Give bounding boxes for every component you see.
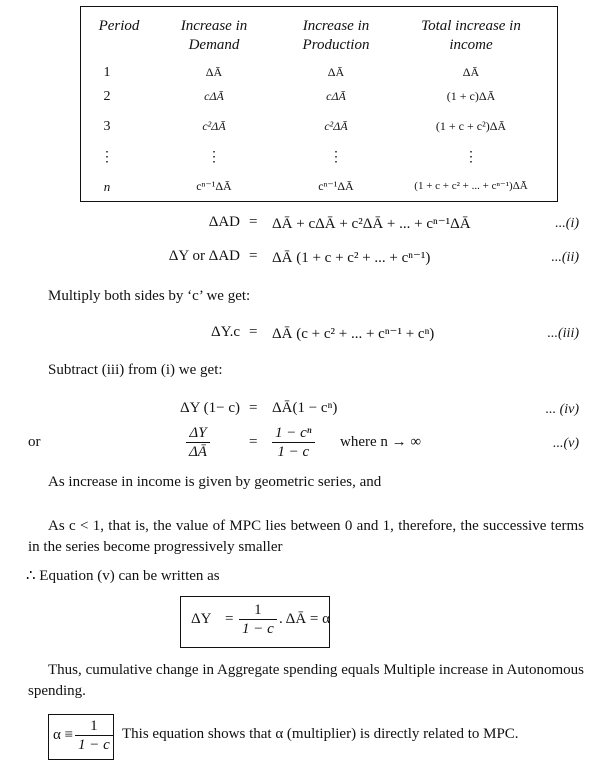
header-period: Period bbox=[98, 18, 140, 34]
eq2-tag: ...(ii) bbox=[551, 250, 579, 265]
eq3-lhs: ΔY.c bbox=[211, 324, 240, 340]
eq5-tag: ...(v) bbox=[552, 436, 579, 451]
table-cell: (1 + c + c² + ... + cⁿ⁻¹)ΔĀ bbox=[414, 180, 528, 192]
boxed-num: 1 bbox=[239, 601, 277, 620]
table-cell: ⋮ bbox=[100, 150, 114, 165]
table-cell: cΔĀ bbox=[204, 89, 224, 103]
header-total-increase: Total increase in income bbox=[421, 18, 521, 53]
alpha-lhs: α ≡ bbox=[53, 727, 74, 743]
table-cell: ΔĀ bbox=[327, 65, 345, 79]
text-multiply: Multiply both sides by ‘c’ we get: bbox=[48, 288, 251, 304]
table-cell: (1 + c + c²)ΔĀ bbox=[435, 119, 507, 133]
table-cell: (1 + c)ΔĀ bbox=[446, 89, 496, 103]
eq5-condition: where n → ∞ bbox=[340, 434, 422, 450]
text-mpc: As c < 1, that is, the value of MPC lies between 0 and 1, therefore, the successive terms in the series become progressively smaller bbox=[28, 518, 584, 555]
eq1-tag: ...(i) bbox=[555, 216, 579, 231]
boxed-lhs: ΔY bbox=[191, 611, 212, 627]
boxed-den: 1 − c bbox=[242, 621, 274, 637]
boxed-equation: ΔY = $\frac{1}{1 - c}$ . ΔĀ = α bbox=[180, 596, 330, 648]
eq5-lhs-den: ΔĀ bbox=[189, 444, 207, 460]
header-increase-demand: Increase in Demand bbox=[180, 18, 248, 53]
text-therefore: ∴ Equation (v) can be written as bbox=[26, 568, 220, 584]
eq1-rhs: ΔĀ + cΔĀ + c²ΔĀ + ... + cⁿ⁻¹ΔĀ bbox=[272, 216, 471, 232]
eq5-rhs-fraction bbox=[272, 424, 315, 461]
table-cell: ⋮ bbox=[329, 150, 343, 165]
table-cell: 1 bbox=[103, 65, 111, 80]
eq2-rhs: ΔĀ (1 + c + c² + ... + cⁿ⁻¹) bbox=[272, 250, 431, 266]
text-subtract: Subtract (iii) from (i) we get: bbox=[48, 362, 223, 378]
eq5-lhs-fraction bbox=[186, 424, 210, 461]
table-cell: n bbox=[103, 179, 111, 194]
eq4-lhs: ΔY (1− c) bbox=[179, 400, 240, 416]
eq3-rhs: ΔĀ (c + c² + ... + cⁿ⁻¹ + cⁿ) bbox=[272, 326, 435, 342]
alpha-den: 1 − c bbox=[78, 737, 110, 753]
eq4-rhs: ΔĀ(1 − cⁿ) bbox=[272, 400, 338, 416]
table-cell: ΔĀ bbox=[205, 65, 223, 79]
alpha-num: 1 bbox=[75, 717, 113, 736]
boxed-rest: . ΔĀ = α bbox=[279, 611, 330, 627]
table-cell: c²ΔĀ bbox=[324, 119, 348, 133]
eq5-rhs-num: 1 − cⁿ bbox=[272, 424, 315, 443]
text-cumulative: Thus, cumulative change in Aggregate spending equals Multiple increase in Autonomous spending. bbox=[28, 662, 584, 699]
table-cell: c²ΔĀ bbox=[202, 119, 226, 133]
table-cell: ⋮ bbox=[207, 150, 221, 165]
eq2-lhs: ΔY or ΔAD bbox=[168, 248, 240, 264]
header-increase-production: Increase in Production bbox=[302, 18, 370, 53]
table-cell: 3 bbox=[103, 119, 111, 134]
period-table bbox=[80, 6, 558, 202]
table-cell: ⋮ bbox=[464, 150, 478, 165]
eq1-lhs: ΔAD bbox=[208, 214, 240, 230]
text-geometric: As increase in income is given by geometric series, and bbox=[48, 474, 382, 490]
or-label: or bbox=[28, 434, 41, 450]
table-cell: cΔĀ bbox=[326, 89, 346, 103]
alpha-box bbox=[48, 714, 114, 760]
table-cell: cⁿ⁻¹ΔĀ bbox=[318, 179, 354, 193]
eq4-tag: ... (iv) bbox=[545, 402, 579, 417]
table-cell: ΔĀ bbox=[462, 65, 480, 79]
text-alpha-explanation: This equation shows that α (multiplier) is directly related to MPC. bbox=[122, 726, 519, 742]
eq3-tag: ...(iii) bbox=[547, 326, 579, 341]
eq5-rhs-den: 1 − c bbox=[277, 444, 310, 460]
eq5-lhs-num: ΔY bbox=[186, 424, 210, 443]
table-cell: cⁿ⁻¹ΔĀ bbox=[196, 179, 232, 193]
table-cell: 2 bbox=[103, 89, 111, 104]
